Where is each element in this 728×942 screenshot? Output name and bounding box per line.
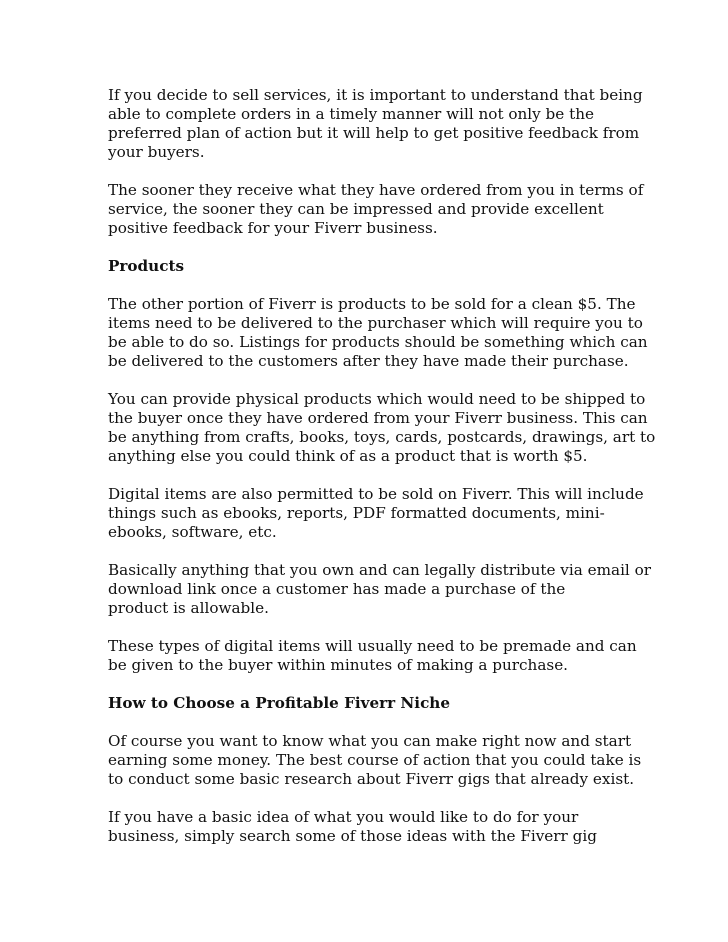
- paragraph-line: If you have a basic idea of what you would like to do for your: [108, 808, 579, 826]
- paragraph-line: to conduct some basic research about Fiverr gigs that already exist.: [108, 770, 635, 788]
- paragraph-line: These types of digital items will usually need to be premade and can: [108, 637, 637, 655]
- paragraph-line: ebooks, software, etc.: [108, 523, 277, 541]
- body-paragraph: [108, 561, 668, 618]
- paragraph-line: The sooner they receive what they have ordered from you in terms of: [108, 181, 644, 199]
- paragraph-line: earning some money. The best course of action that you could take is: [108, 751, 642, 769]
- paragraph-line: product is allowable.: [108, 599, 269, 617]
- paragraph-line: If you decide to sell services, it is important to understand that being: [108, 86, 643, 104]
- section-heading: Products: [108, 257, 185, 275]
- body-paragraph: [108, 86, 668, 162]
- paragraph-line: items need to be delivered to the purchaser which will require you to: [108, 314, 643, 332]
- body-paragraph: [108, 295, 668, 371]
- paragraph-line: be anything from crafts, books, toys, cards, postcards, drawings, art to: [108, 428, 656, 446]
- paragraph-line: anything else you could think of as a product that is worth $5.: [108, 447, 588, 465]
- body-paragraph: [108, 808, 668, 846]
- paragraph-line: service, the sooner they can be impressed and provide excellent: [108, 200, 604, 218]
- paragraph-line: The other portion of Fiverr is products to be sold for a clean $5. The: [108, 295, 636, 313]
- paragraph-line: able to complete orders in a timely manner will not only be the: [108, 105, 594, 123]
- paragraph-line: be delivered to the customers after they have made their purchase.: [108, 352, 629, 370]
- paragraph-line: things such as ebooks, reports, PDF formatted documents, mini-: [108, 504, 605, 522]
- paragraph-line: the buyer once they have ordered from your Fiverr business. This can: [108, 409, 648, 427]
- paragraph-line: You can provide physical products which would need to be shipped to: [108, 390, 646, 408]
- body-paragraph: [108, 485, 668, 542]
- paragraph-line: positive feedback for your Fiverr business.: [108, 219, 438, 237]
- section-heading: How to Choose a Profitable Fiverr Niche: [108, 694, 451, 712]
- paragraph-line: preferred plan of action but it will help to get positive feedback from: [108, 124, 640, 142]
- paragraph-line: business, simply search some of those ideas with the Fiverr gig: [108, 827, 597, 845]
- paragraph-line: Basically anything that you own and can legally distribute via email or: [108, 561, 652, 579]
- body-paragraph: [108, 637, 668, 675]
- body-paragraph: [108, 181, 668, 238]
- body-paragraph: [108, 732, 668, 789]
- paragraph-line: your buyers.: [108, 143, 205, 161]
- paragraph-line: Digital items are also permitted to be sold on Fiverr. This will include: [108, 485, 644, 503]
- paragraph-line: download link once a customer has made a purchase of the: [108, 580, 566, 598]
- paragraph-line: Of course you want to know what you can make right now and start: [108, 732, 632, 750]
- document-page: [108, 86, 668, 865]
- paragraph-line: be able to do so. Listings for products should be something which can: [108, 333, 648, 351]
- body-paragraph: [108, 390, 668, 466]
- paragraph-line: be given to the buyer within minutes of making a purchase.: [108, 656, 569, 674]
